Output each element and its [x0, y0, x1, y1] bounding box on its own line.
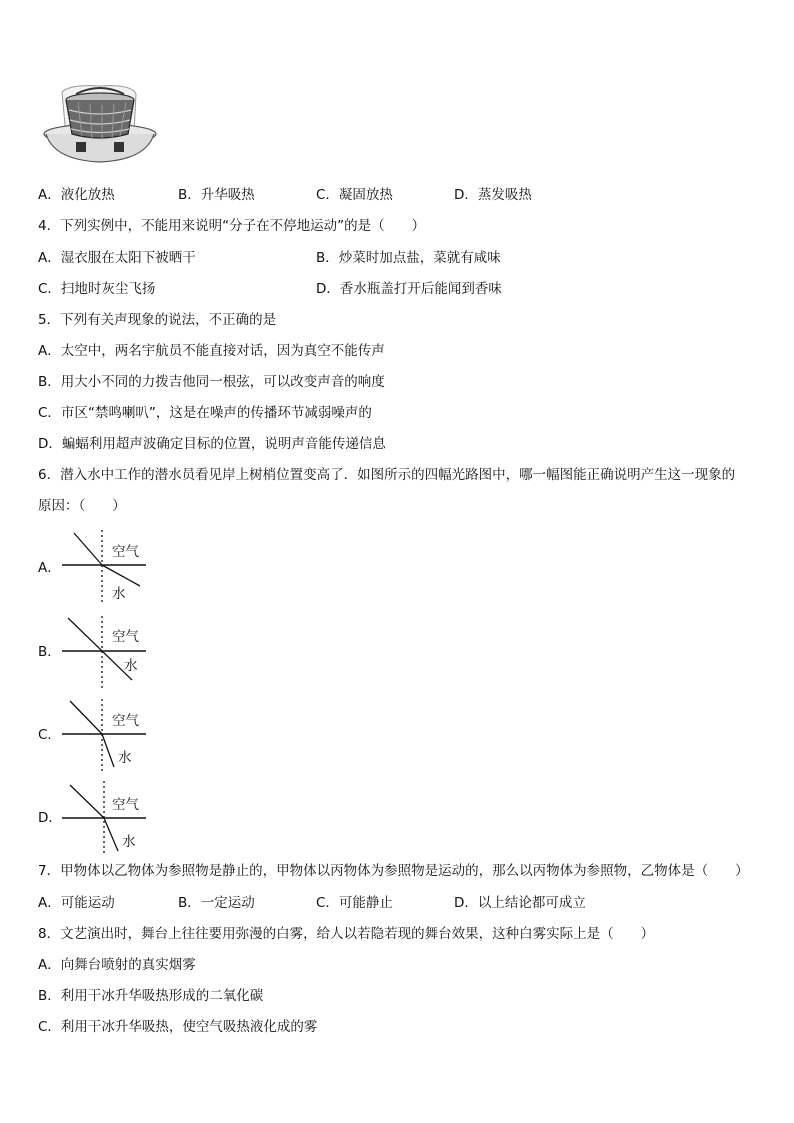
q3-option-c[interactable]: C．凝固放热: [316, 187, 393, 203]
q5-stem: 5．下列有关声现象的说法，不正确的是: [38, 312, 277, 328]
q6-option-b-label[interactable]: B．: [38, 644, 61, 660]
q7-option-c[interactable]: C．可能静止: [316, 895, 393, 911]
q6-diagram-d[interactable]: [60, 779, 170, 855]
q8-option-b[interactable]: B．利用干冰升华吸热形成的二氧化碳: [38, 988, 264, 1004]
q6-stem-line1: 6．潜入水中工作的潜水员看见岸上树梢位置变高了．如图所示的四幅光路图中，哪一幅图能正确说明产生这一现象的: [38, 467, 736, 483]
q6-diagram-c[interactable]: [60, 697, 170, 773]
q3-option-b[interactable]: B．升华吸热: [178, 187, 255, 203]
q4-stem: 4．下列实例中，不能用来说明“分子在不停地运动”的是（ ）: [38, 218, 426, 234]
ray-water: [102, 565, 140, 586]
q7-option-b[interactable]: B．一定运动: [178, 895, 255, 911]
q6-diagram-b[interactable]: [60, 614, 170, 690]
basket-basin-figure: [40, 84, 160, 168]
ray-air: [70, 701, 102, 734]
q4-option-d[interactable]: D．香水瓶盖打开后能闻到香味: [316, 281, 502, 297]
ray-water: [102, 734, 114, 767]
q6-d-water-label: 水: [122, 834, 136, 850]
q6-a-water-label: 水: [112, 586, 126, 602]
q8-option-c[interactable]: C．利用干冰升华吸热，使空气吸热液化成的雾: [38, 1019, 318, 1035]
q6-c-air-label: 空气: [112, 713, 139, 729]
q4-option-a[interactable]: A．湿衣服在太阳下被晒干: [38, 250, 196, 266]
q6-b-water-label: 水: [124, 658, 138, 674]
q4-option-b[interactable]: B．炒菜时加点盐，菜就有咸味: [316, 250, 501, 266]
q5-option-a[interactable]: A．太空中，两名宇航员不能直接对话，因为真空不能传声: [38, 343, 385, 359]
q6-option-a-label[interactable]: A．: [38, 560, 61, 576]
ray-air: [70, 785, 104, 818]
q7-option-d[interactable]: D．以上结论都可成立: [454, 895, 586, 911]
q6-stem-line2: 原因：（ ）: [38, 498, 126, 514]
q3-option-d[interactable]: D．蒸发吸热: [454, 187, 532, 203]
q4-option-c[interactable]: C．扫地时灰尘飞扬: [38, 281, 156, 297]
q6-option-d-label[interactable]: D．: [38, 810, 62, 826]
q5-option-d[interactable]: D．蝙蝠利用超声波确定目标的位置，说明声音能传递信息: [38, 436, 386, 452]
q6-d-air-label: 空气: [112, 797, 139, 813]
q6-b-air-label: 空气: [112, 629, 139, 645]
q5-option-b[interactable]: B．用大小不同的力拨吉他同一根弦，可以改变声音的响度: [38, 374, 385, 390]
q6-a-air-label: 空气: [112, 544, 139, 560]
q6-c-water-label: 水: [118, 750, 132, 766]
ray-water: [104, 818, 118, 851]
q8-option-a[interactable]: A．向舞台喷射的真实烟雾: [38, 957, 196, 973]
q3-option-a[interactable]: A．液化放热: [38, 187, 115, 203]
q8-stem: 8．文艺演出时，舞台上往往要用弥漫的白雾，给人以若隐若现的舞台效果，这种白雾实际上是（ ）: [38, 926, 655, 942]
q5-option-c[interactable]: C．市区“禁鸣喇叭”，这是在噪声的传播环节减弱噪声的: [38, 405, 372, 421]
ray-air: [74, 533, 102, 565]
q7-option-a[interactable]: A．可能运动: [38, 895, 115, 911]
q6-option-c-label[interactable]: C．: [38, 727, 61, 743]
q7-stem: 7．甲物体以乙物体为参照物是静止的，甲物体以丙物体为参照物是运动的，那么以丙物体为参照物，乙物体是（ ）: [38, 863, 749, 879]
